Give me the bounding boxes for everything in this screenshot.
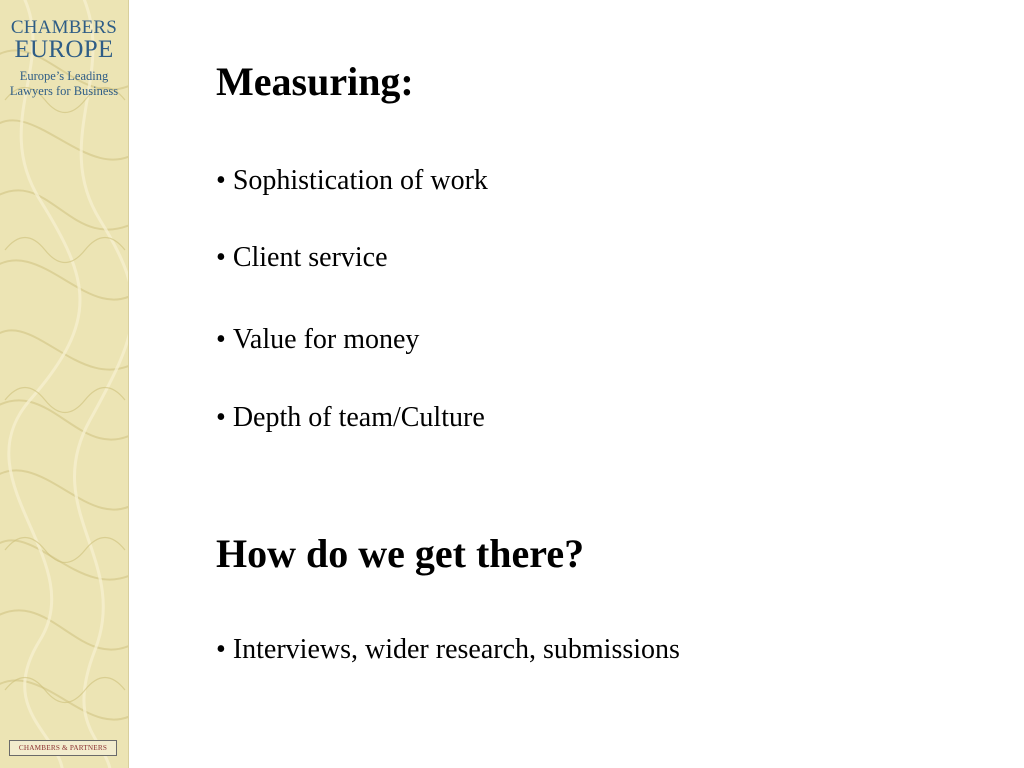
chambers-partners-badge: CHAMBERS & PARTNERS (9, 740, 117, 756)
bullet-item (216, 323, 419, 357)
bullet-glyph: • (216, 402, 226, 433)
bullet-text: Value for money (232, 324, 420, 355)
bullet-glyph: • (216, 324, 226, 355)
logo-line-europe: EUROPE (14, 36, 114, 63)
bullet-item (216, 241, 388, 275)
bullet-glyph: • (216, 165, 226, 196)
chambers-europe-logo (0, 18, 128, 99)
bullet-item (216, 164, 488, 198)
bullet-text: Client service (232, 242, 388, 273)
bullet-text: Depth of team/Culture (232, 402, 485, 433)
heading-how-do-we-get-there: How do we get there? (216, 531, 585, 576)
bullet-glyph: • (216, 242, 226, 273)
tagline-line-2: Lawyers for Business (9, 84, 119, 98)
bullet-text: Sophistication of work (232, 165, 488, 196)
marbled-pattern (0, 0, 128, 768)
logo-line-chambers: CHAMBERS (10, 17, 118, 38)
bullet-item (216, 633, 680, 667)
decorative-sidebar (0, 0, 129, 768)
bullet-glyph: • (216, 634, 226, 665)
logo-tagline (0, 69, 128, 99)
tagline-line-1: Europe’s Leading (19, 69, 109, 83)
slide-content (216, 0, 1006, 768)
heading-measuring: Measuring: (216, 59, 414, 104)
bullet-item (216, 401, 485, 435)
bullet-text: Interviews, wider research, submissions (232, 634, 680, 665)
